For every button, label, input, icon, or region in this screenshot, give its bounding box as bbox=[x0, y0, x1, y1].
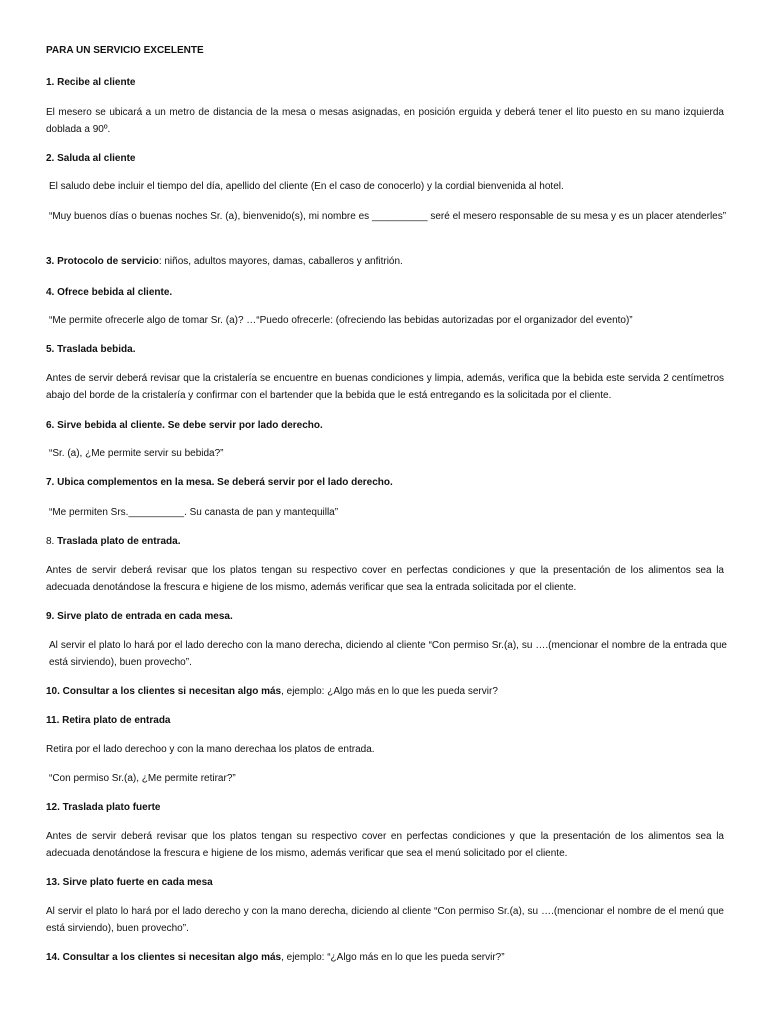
section-14-heading: 14. Consultar a los clientes si necesitan algo más bbox=[46, 952, 282, 963]
section-14-body: , ejemplo: “¿Algo más en lo que les pueda servir?” bbox=[281, 952, 505, 963]
section-7-heading: 7. Ubica complementos en la mesa. Se deberá servir por el lado derecho. bbox=[46, 477, 393, 488]
section-2-quote: “Muy buenos días o buenas noches Sr. (a), bienvenido(s), mi nombre es __________ seré el mesero responsable de su mesa y es un placer atenderles” bbox=[49, 211, 727, 222]
section-2-body: El saludo debe incluir el tiempo del día, apellido del cliente (En el caso de conocerlo) y la cordial bienvenida al hotel. bbox=[49, 181, 564, 192]
section-11-quote: “Con permiso Sr.(a), ¿Me permite retirar?” bbox=[49, 773, 236, 784]
section-6-heading: 6. Sirve bebida al cliente. Se debe servir por lado derecho. bbox=[46, 420, 323, 431]
section-14 bbox=[46, 949, 724, 966]
section-1-body: El mesero se ubicará a un metro de distancia de la mesa o mesas asignadas, en posición erguida y deberá tener el lito puesto en su mano izquierda doblada a 90º. bbox=[46, 107, 724, 135]
document-title: PARA UN SERVICIO EXCELENTE bbox=[46, 45, 204, 56]
section-11-heading: 11. Retira plato de entrada bbox=[46, 715, 171, 726]
section-10-heading: 10. Consultar a los clientes si necesitan algo más bbox=[46, 686, 282, 697]
section-5-heading: 5. Traslada bebida. bbox=[46, 344, 136, 355]
section-8-number: 8. bbox=[46, 536, 58, 547]
section-1-heading: 1. Recibe al cliente bbox=[46, 77, 136, 88]
section-12-body: Antes de servir deberá revisar que los platos tengan su respectivo cover en perfectas condiciones y que la presentación de los alimentos sea la adecuada denotándose la frescura e higiene de los mismo, además verificar que sea el menú solicitado por el cliente. bbox=[46, 831, 724, 859]
section-13-body: Al servir el plato lo hará por el lado derecho y con la mano derecha, diciendo al cliente “Con permiso Sr.(a), su ….(mencionar el nombre de el menú que está sirviendo), buen provecho”. bbox=[46, 906, 724, 934]
section-3-heading: 3. Protocolo de servicio bbox=[46, 256, 159, 267]
section-8-heading: Traslada plato de entrada. bbox=[57, 536, 181, 547]
section-12-heading: 12. Traslada plato fuerte bbox=[46, 802, 161, 813]
section-10-body: , ejemplo: ¿Algo más en lo que les pueda servir? bbox=[281, 686, 498, 697]
section-10 bbox=[46, 683, 724, 700]
section-3 bbox=[46, 253, 724, 270]
section-9-body: Al servir el plato lo hará por el lado derecho con la mano derecha, diciendo al cliente “Con permiso Sr.(a), su ….(mencionar el nombre de la entrada que está sirviendo), buen provecho”. bbox=[49, 640, 727, 668]
section-3-body: : niños, adultos mayores, damas, caballeros y anfitrión. bbox=[158, 256, 403, 267]
section-4-heading: 4. Ofrece bebida al cliente. bbox=[46, 287, 173, 298]
section-11-body: Retira por el lado derechoo y con la mano derechaa los platos de entrada. bbox=[46, 744, 375, 755]
section-5-body: Antes de servir deberá revisar que la cristalería se encuentre en buenas condiciones y limpia, además, verifica que la bebida este servida 2 centímetros abajo del borde de la cristalería y confirmar con el bartender que la bebida que le está entregando es la solicitada por el cliente. bbox=[46, 373, 724, 401]
section-8-heading-line bbox=[46, 533, 724, 550]
section-9-heading: 9. Sirve plato de entrada en cada mesa. bbox=[46, 611, 233, 622]
section-6-quote: “Sr. (a), ¿Me permite servir su bebida?” bbox=[49, 448, 224, 459]
section-4-quote: “Me permite ofrecerle algo de tomar Sr. (a)? …“Puedo ofrecerle: (ofreciendo las bebidas autorizadas por el organizador del evento)” bbox=[49, 315, 633, 326]
section-7-quote: “Me permiten Srs.__________. Su canasta de pan y mantequilla” bbox=[49, 507, 339, 518]
section-13-heading: 13. Sirve plato fuerte en cada mesa bbox=[46, 877, 213, 888]
section-2-heading: 2. Saluda al cliente bbox=[46, 153, 136, 164]
section-8-body: Antes de servir deberá revisar que los platos tengan su respectivo cover en perfectas condiciones y que la presentación de los alimentos sea la adecuada denotándose la frescura e higiene de los mismo, además verificar que sea la entrada solicitada por el cliente. bbox=[46, 565, 724, 593]
